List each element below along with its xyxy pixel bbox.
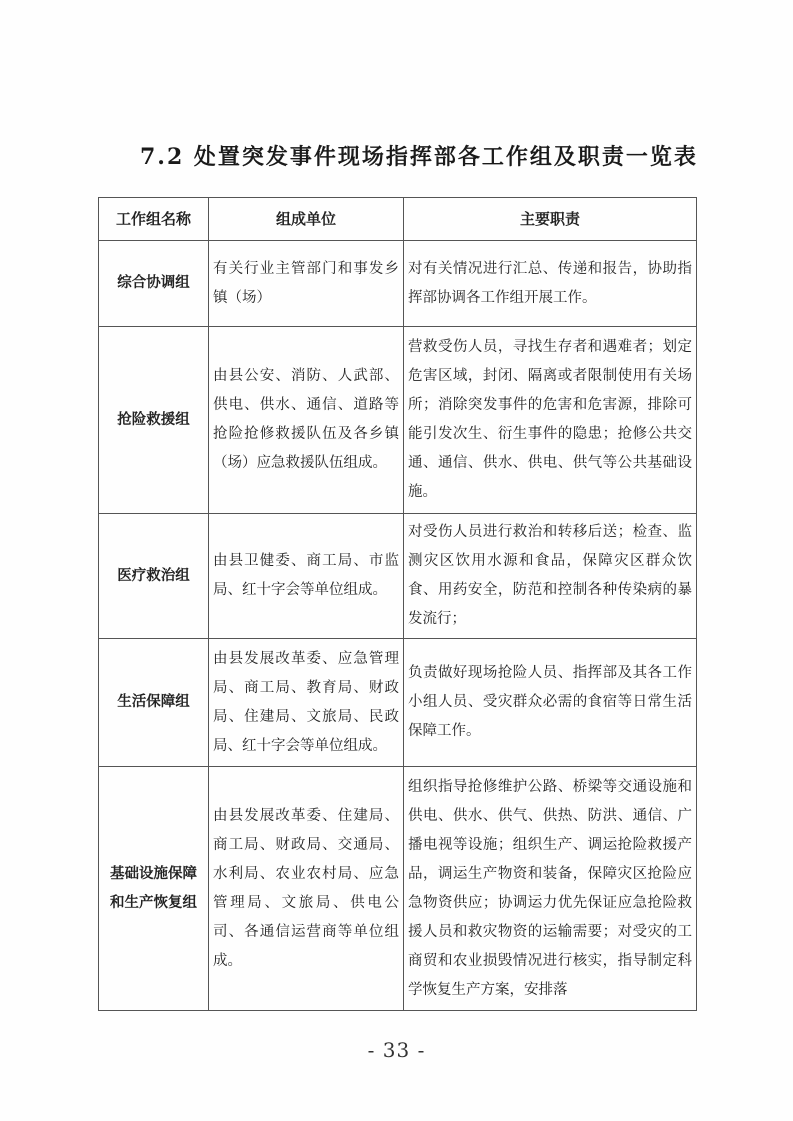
duties-cell: 营救受伤人员，寻找生存者和遇难者；划定危害区域，封闭、隔离或者限制使用有关场所；消除突发事件的危害和危害源，排除可能引发次生、衍生事件的隐患；抢修公共交通、通信、供水、供电、供气等公共基础设施。: [404, 327, 697, 514]
units-cell: 由县公安、消防、人武部、供电、供水、通信、道路等抢险抢修救援队伍及各乡镇（场）应急救援队伍组成。: [209, 327, 404, 514]
group-name-cell: 生活保障组: [99, 639, 209, 767]
header-units: 组成单位: [209, 198, 404, 241]
duties-cell: 对受伤人员进行救治和转移后送；检查、监测灾区饮用水源和食品，保障灾区群众饮食、用药安全，防范和控制各种传染病的暴发流行；: [404, 514, 697, 639]
units-cell: 由县发展改革委、住建局、商工局、财政局、交通局、水利局、农业农村局、应急管理局、文旅局、供电公司、各通信运营商等单位组成。: [209, 767, 404, 1011]
table-row: [99, 639, 697, 767]
table-row: [99, 514, 697, 639]
table-row: [99, 767, 697, 1011]
group-name-cell: 抢险救援组: [99, 327, 209, 514]
units-cell: 有关行业主管部门和事发乡镇（场）: [209, 241, 404, 327]
units-cell: 由县卫健委、商工局、市监局、红十字会等单位组成。: [209, 514, 404, 639]
group-name-cell: 基础设施保障和生产恢复组: [99, 767, 209, 1011]
group-name-cell: 综合协调组: [99, 241, 209, 327]
duties-cell: 对有关情况进行汇总、传递和报告，协助指挥部协调各工作组开展工作。: [404, 241, 697, 327]
document-title: 7.2 处置突发事件现场指挥部各工作组及职责一览表: [140, 144, 698, 170]
group-name-cell: 医疗救治组: [99, 514, 209, 639]
table-row: [99, 241, 697, 327]
header-group-name: 工作组名称: [99, 198, 209, 241]
duty-table: [98, 197, 697, 1011]
table-header-row: [99, 198, 697, 241]
duties-cell: 负责做好现场抢险人员、指挥部及其各工作小组人员、受灾群众必需的食宿等日常生活保障工作。: [404, 639, 697, 767]
page-number: - 33 -: [367, 1038, 426, 1062]
header-duties: 主要职责: [404, 198, 697, 241]
duties-cell: 组织指导抢修维护公路、桥梁等交通设施和供电、供水、供气、供热、防洪、通信、广播电视等设施；组织生产、调运抢险救援产品，调运生产物资和装备，保障灾区抢险应急物资供应；协调运力优先保证应急抢险救援人员和救灾物资的运输需要；对受灾的工商贸和农业损毁情况进行核实，指导制定科学恢复生产方案，安排落: [404, 767, 697, 1011]
table-row: [99, 327, 697, 514]
units-cell: 由县发展改革委、应急管理局、商工局、教育局、财政局、住建局、文旅局、民政局、红十字会等单位组成。: [209, 639, 404, 767]
